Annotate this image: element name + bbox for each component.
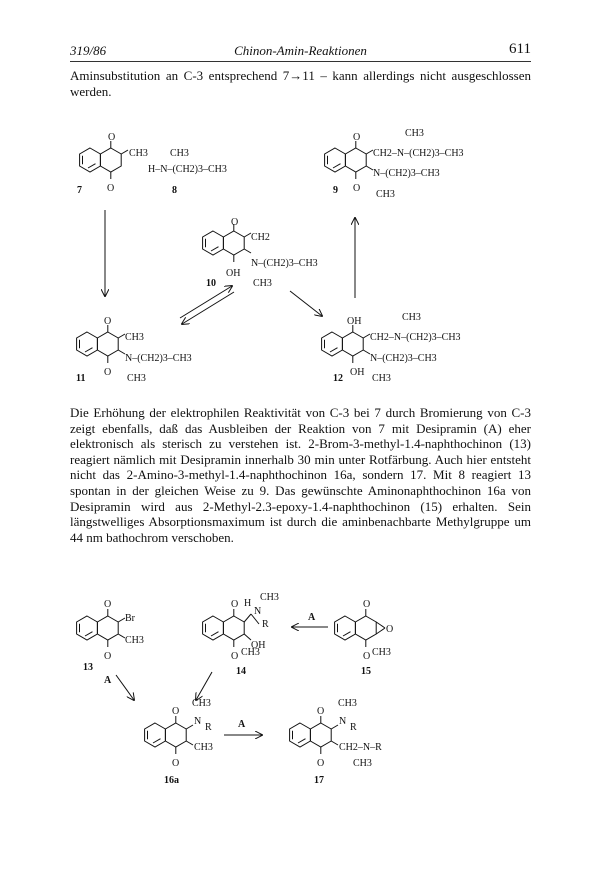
atom-label: O: [231, 599, 239, 610]
compound-16a-structure: [145, 716, 193, 754]
reagent-A-left: A: [104, 675, 112, 686]
atom-label: R: [205, 722, 212, 733]
atom-label: O: [172, 758, 180, 769]
atom-label: O: [104, 367, 112, 378]
compound-15-structure: [335, 609, 385, 647]
compound-13-structure: [77, 609, 125, 647]
label-9: 9: [333, 185, 338, 196]
atom-label: CH3: [376, 189, 395, 200]
atom-label: H: [244, 598, 252, 609]
atom-label: CH3: [127, 373, 146, 384]
arrow-13-to-16a: [116, 675, 134, 700]
label-14: 14: [236, 666, 246, 677]
atom-label: N: [254, 606, 262, 617]
page-number: 611: [509, 41, 531, 57]
label-13: 13: [83, 662, 93, 673]
body-paragraph: Die Erhöhung der elektrophilen Reaktivität von C-3 bei 7 durch Bromierung von C-3 zeigt ebenfalls, daß das Ausbleiben der Reaktion von 7 mit Desipramin (A) eher elektronisch als sterisch zu verstehen ist. 2-Brom-3-methyl-1.4-naphthochinon (13) reagiert nämlich mit Desipramin innerhalb 30 min unter Rotfärbung. Auch hier entsteht nicht das 2-Amino-3-methyl-1.4-naphthochinon 16a, sondern 17. Mit 8 reagiert 13 spontan in der gleichen Weise zu 9. Das gewünschte Aminonaphthochinon 16a von Desipramin wird aus 2-Methyl-2.3-epoxy-1.4-naphthochinon (15) erhalten. Sein längstwelliges Absorptionsmaximum ist durch die aminbenachbarte Methylgruppe um 44 nm bathochrom verschoben.: [70, 405, 531, 545]
arrow-14-to-16a: [196, 672, 212, 700]
atom-label: CH3: [353, 758, 372, 769]
reagent-A-top: A: [308, 612, 316, 623]
atom-label: N–(CH2)3–CH3: [125, 353, 192, 364]
atom-label: CH3: [338, 698, 357, 709]
atom-label: OH: [350, 367, 365, 378]
atom-label: CH2–N–(CH2)3–CH3: [370, 332, 461, 343]
atom-label: CH3: [260, 592, 279, 603]
atom-label: O: [108, 132, 116, 143]
atom-label: OH: [251, 640, 266, 651]
atom-label: CH3: [129, 148, 148, 159]
atom-label: O: [104, 651, 112, 662]
atom-label: CH3: [402, 312, 421, 323]
atom-label: O: [231, 651, 239, 662]
label-11: 11: [76, 373, 86, 384]
atom-label: O: [104, 316, 112, 327]
label-16a: 16a: [164, 775, 179, 786]
reagent-A-bottom: A: [238, 719, 246, 730]
atom-label: R: [262, 619, 269, 630]
atom-label: CH2–N–R: [339, 742, 382, 753]
atom-label: CH3: [241, 647, 260, 658]
atom-label: OH: [226, 268, 241, 279]
label-10: 10: [206, 278, 216, 289]
atom-label: CH2: [251, 232, 270, 243]
atom-label: N: [339, 716, 347, 727]
atom-label: O: [107, 183, 115, 194]
atom-label: O: [231, 217, 239, 228]
atom-label: O: [353, 132, 361, 143]
atom-label: CH3: [194, 742, 213, 753]
atom-label: CH3: [125, 332, 144, 343]
atom-label: O: [363, 651, 371, 662]
atom-label: N–(CH2)3–CH3: [251, 258, 318, 269]
label-17: 17: [314, 775, 324, 786]
atom-label: CH3: [192, 698, 211, 709]
atom-label: CH3: [405, 128, 424, 139]
atom-label: O: [317, 758, 325, 769]
atom-label: CH3: [125, 635, 144, 646]
atom-label: O: [353, 183, 361, 194]
atom-label: N–(CH2)3–CH3: [370, 353, 437, 364]
label-8: 8: [172, 185, 177, 196]
atom-label: CH3: [170, 148, 189, 159]
atom-label: N: [194, 716, 202, 727]
label-7: 7: [77, 185, 82, 196]
atom-label: CH3: [253, 278, 272, 289]
atom-label: OH: [347, 316, 362, 327]
atom-label: N–(CH2)3–CH3: [373, 168, 440, 179]
atom-label: CH3: [372, 647, 391, 658]
label-15: 15: [361, 666, 371, 677]
intro-paragraph: Aminsubstitution an C-3 entsprechend 7→11 – kann allerdings nicht ausgeschlossen werden.: [70, 68, 531, 99]
compound-8-formula: H–N–(CH2)3–CH3: [148, 164, 227, 175]
running-title: Chinon-Amin-Reaktionen: [234, 43, 367, 58]
atom-label: O: [386, 624, 394, 635]
journal-volume: 319/86: [70, 43, 107, 58]
atom-label: O: [104, 599, 112, 610]
atom-label: CH2–N–(CH2)3–CH3: [373, 148, 464, 159]
atom-label: R: [350, 722, 357, 733]
atom-label: O: [363, 599, 371, 610]
atom-label: Br: [125, 613, 135, 624]
label-12: 12: [333, 373, 343, 384]
atom-label: O: [172, 706, 180, 717]
atom-label: CH3: [372, 373, 391, 384]
atom-label: O: [317, 706, 325, 717]
compound-17-structure: [290, 716, 338, 754]
